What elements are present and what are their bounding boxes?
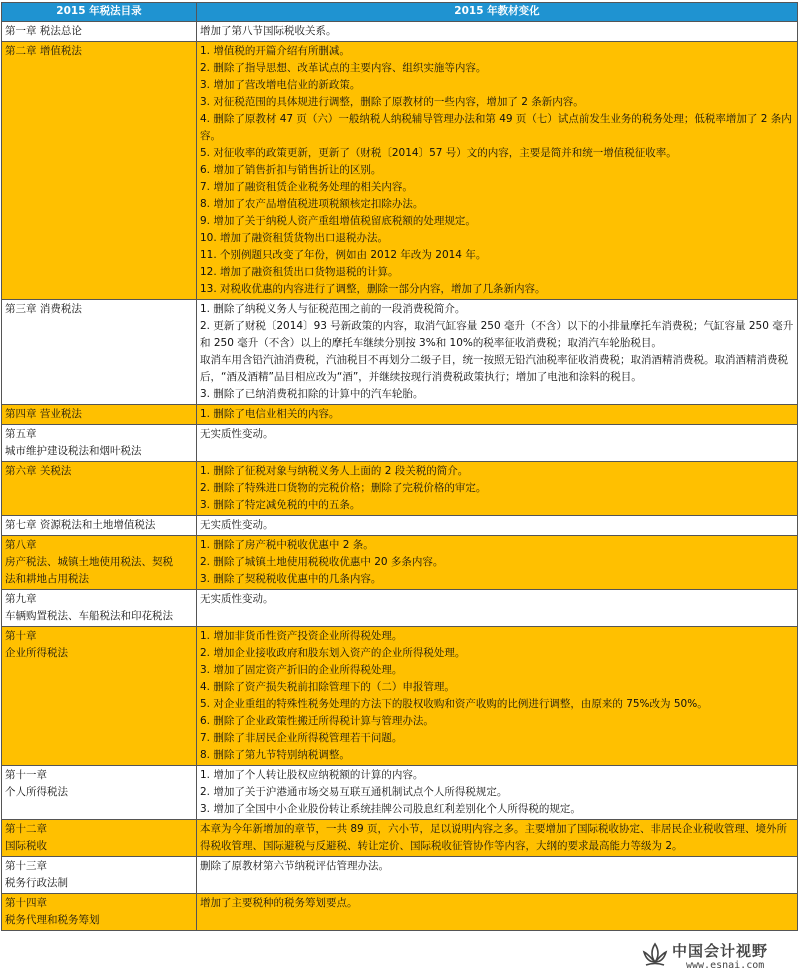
- table-row: [2, 857, 798, 894]
- chapter-line: 税务行政法制: [5, 877, 68, 889]
- changes-cell: [197, 857, 798, 894]
- changes-cell: [197, 536, 798, 590]
- watermark: [640, 938, 798, 974]
- change-item: 4. 删除了原教材 47 页（六）一般纳税人纳税辅导管理办法和第 49 页（七）试点前发生业务的税务处理；低税率增加了 2 条内容。: [200, 113, 792, 142]
- chapter-line: 第七章 资源税法和土地增值税法: [5, 519, 156, 531]
- changes-cell: [197, 516, 798, 536]
- chapter-cell: [2, 857, 197, 894]
- lotus-logo-icon: [640, 940, 670, 970]
- table-row: [2, 590, 798, 627]
- chapter-line: 房产税法、城镇土地使用税法、契税: [5, 556, 173, 568]
- change-item: 2. 删除了城镇土地使用税税收优惠中 20 多条内容。: [200, 556, 444, 568]
- changes-cell: [197, 42, 798, 300]
- change-item: 无实质性变动。: [200, 519, 274, 531]
- change-item: 3. 增加了全国中小企业股份转让系统挂牌公司股息红利差别化个人所得税的规定。: [200, 803, 581, 815]
- change-item: 2. 删除了特殊进口货物的完税价格；删除了完税价格的审定。: [200, 482, 487, 494]
- change-item: 删除了原教材第六节纳税评估管理办法。: [200, 860, 389, 872]
- changes-cell: [197, 462, 798, 516]
- chapter-line: 车辆购置税法、车船税法和印花税法: [5, 610, 173, 622]
- table-row: [2, 894, 798, 931]
- change-item: 取消车用含铅汽油消费税，汽油税目不再划分二级子目，统一按照无铅汽油税率征收消费税；取消酒精消费税。取消酒精消费税后，“酒及酒精”品目相应改为“酒”，并继续按现行消费税政策执行；增加了电池和涂料的税目。: [200, 354, 788, 383]
- change-item: 5. 对企业重组的特殊性税务处理的方法下的股权收购和资产收购的比例进行调整，由原来的 75%改为 50%。: [200, 698, 708, 710]
- table-row: [2, 462, 798, 516]
- change-item: 8. 删除了第九节特别纳税调整。: [200, 749, 350, 761]
- change-item: 13. 对税收优惠的内容进行了调整，删除一部分内容，增加了几条新内容。: [200, 283, 546, 295]
- change-item: 2. 更新了财税〔2014〕93 号新政策的内容，取消气缸容量 250 毫升（不含）以下的小排量摩托车消费税；气缸容量 250 毫升和 250 毫升（不含）以上的摩托车继续分别按 3%和 10%的税率征收消费税；取消汽车轮胎税目。: [200, 320, 794, 349]
- change-item: 3. 增加了固定资产折旧的企业所得税处理。: [200, 664, 403, 676]
- chapter-line: 个人所得税法: [5, 786, 68, 798]
- chapter-line: 第八章: [5, 539, 37, 551]
- change-item: 3. 删除了契税税收优惠中的几条内容。: [200, 573, 382, 585]
- table-row: [2, 536, 798, 590]
- change-item: 11. 个别例题只改变了年份，例如由 2012 年改为 2014 年。: [200, 249, 487, 261]
- chapter-cell: [2, 462, 197, 516]
- chapter-cell: [2, 300, 197, 405]
- change-item: 6. 删除了企业政策性搬迁所得税计算与管理办法。: [200, 715, 434, 727]
- chapter-cell: [2, 405, 197, 425]
- chapter-line: 第十章: [5, 630, 37, 642]
- chapter-cell: [2, 894, 197, 931]
- change-item: 12. 增加了融资租赁出口货物退税的计算。: [200, 266, 399, 278]
- change-item: 7. 增加了融资租赁企业税务处理的相关内容。: [200, 181, 413, 193]
- change-item: 3. 增加了营改增电信业的新政策。: [200, 79, 361, 91]
- chapter-cell: [2, 766, 197, 820]
- change-item: 2. 删除了指导思想、改革试点的主要内容、组织实施等内容。: [200, 62, 487, 74]
- chapter-line: 第十四章: [5, 897, 47, 909]
- change-item: 1. 删除了征税对象与纳税义务人上面的 2 段关税的简介。: [200, 465, 469, 477]
- table-row: [2, 425, 798, 462]
- chapter-line: 第一章 税法总论: [5, 25, 82, 37]
- chapter-line: 第三章 消费税法: [5, 303, 82, 315]
- table-row: [2, 820, 798, 857]
- change-item: 无实质性变动。: [200, 428, 274, 440]
- change-item: 1. 删除了房产税中税收优惠中 2 条。: [200, 539, 374, 551]
- table-header-row: [2, 3, 798, 22]
- change-item: 8. 增加了农产品增值税进项税额核定扣除办法。: [200, 198, 424, 210]
- change-item: 3. 删除了已纳消费税扣除的计算中的汽车轮胎。: [200, 388, 424, 400]
- tax-law-changes-table: [1, 2, 798, 931]
- table-row: [2, 22, 798, 42]
- chapter-line: 第六章 关税法: [5, 465, 72, 477]
- change-item: 增加了主要税种的税务筹划要点。: [200, 897, 358, 909]
- chapter-cell: [2, 425, 197, 462]
- change-item: 3. 删除了特定减免税的中的五条。: [200, 499, 361, 511]
- change-item: 1. 删除了纳税义务人与征税范围之前的一段消费税简介。: [200, 303, 466, 315]
- changes-cell: [197, 627, 798, 766]
- chapter-line: 法和耕地占用税法: [5, 573, 89, 585]
- change-item: 无实质性变动。: [200, 593, 274, 605]
- change-item: 9. 增加了关于纳税人资产重组增值税留底税额的处理规定。: [200, 215, 476, 227]
- chapter-line: 第十三章: [5, 860, 47, 872]
- header-changes: 2015 年教材变化: [197, 3, 798, 22]
- chapter-cell: [2, 627, 197, 766]
- chapter-cell: [2, 516, 197, 536]
- chapter-line: 企业所得税法: [5, 647, 68, 659]
- change-item: 3. 对征税范围的具体规进行调整，删除了原教材的一些内容，增加了 2 条新内容。: [200, 96, 584, 108]
- change-item: 7. 删除了非居民企业所得税管理若干问题。: [200, 732, 403, 744]
- change-item: 2. 增加了关于沪港通市场交易互联互通机制试点个人所得税规定。: [200, 786, 508, 798]
- changes-cell: [197, 590, 798, 627]
- chapter-line: 第九章: [5, 593, 37, 605]
- table-row: [2, 300, 798, 405]
- changes-cell: [197, 300, 798, 405]
- chapter-cell: [2, 536, 197, 590]
- table-row: [2, 42, 798, 300]
- changes-cell: [197, 820, 798, 857]
- chapter-cell: [2, 820, 197, 857]
- change-item: 10. 增加了融资租赁货物出口退税办法。: [200, 232, 389, 244]
- changes-cell: [197, 405, 798, 425]
- change-item: 5. 对征收率的政策更新，更新了（财税〔2014〕57 号）文的内容，主要是简并和统一增值税征收率。: [200, 147, 677, 159]
- changes-cell: [197, 22, 798, 42]
- header-chapter: 2015 年税法目录: [2, 3, 197, 22]
- change-item: 增加了第八节国际税收关系。: [200, 25, 337, 37]
- change-item: 1. 删除了电信业相关的内容。: [200, 408, 340, 420]
- chapter-cell: [2, 590, 197, 627]
- chapter-line: 第十一章: [5, 769, 47, 781]
- table-row: [2, 766, 798, 820]
- chapter-line: 税务代理和税务筹划: [5, 914, 100, 926]
- chapter-line: 国际税收: [5, 840, 47, 852]
- changes-cell: [197, 425, 798, 462]
- table-body: [2, 22, 798, 931]
- table-row: [2, 627, 798, 766]
- change-item: 2. 增加企业接收政府和股东划入资产的企业所得税处理。: [200, 647, 466, 659]
- changes-cell: [197, 894, 798, 931]
- changes-cell: [197, 766, 798, 820]
- chapter-line: 第二章 增值税法: [5, 45, 82, 57]
- chapter-cell: [2, 42, 197, 300]
- chapter-line: 第五章: [5, 428, 37, 440]
- chapter-line: 第四章 营业税法: [5, 408, 82, 420]
- chapter-cell: [2, 22, 197, 42]
- chapter-line: 第十二章: [5, 823, 47, 835]
- change-item: 本章为今年新增加的章节，一共 89 页，六小节，足以说明内容之多。主要增加了国际税收协定、非居民企业税收管理、境外所得税收管理、国际避税与反避税、转让定价、国际税收征管协作等内容，大纲的要求最高能力等级为 2。: [200, 823, 788, 852]
- watermark-name: 中国会计视野: [672, 942, 769, 960]
- change-item: 1. 增加了个人转让股权应纳税额的计算的内容。: [200, 769, 424, 781]
- change-item: 6. 增加了销售折扣与销售折让的区别。: [200, 164, 382, 176]
- change-item: 4. 删除了资产损失税前扣除管理下的（二）申报管理。: [200, 681, 455, 693]
- watermark-url: www.esnai.com: [686, 960, 765, 971]
- table-row: [2, 516, 798, 536]
- chapter-line: 城市维护建设税法和烟叶税法: [5, 445, 142, 457]
- change-item: 1. 增加非货币性资产投资企业所得税处理。: [200, 630, 403, 642]
- change-item: 1. 增值税的开篇介绍有所删减。: [200, 45, 350, 57]
- table-row: [2, 405, 798, 425]
